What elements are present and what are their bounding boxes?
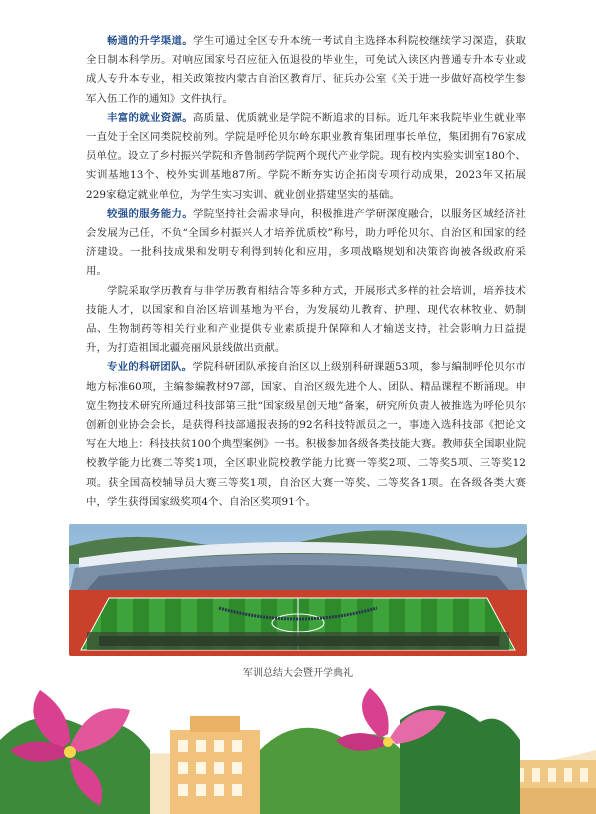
text-service: 学院坚持社会需求导向，积极推进产学研深度融合，以服务区域经济社会发展为己任，不负“全国乡村振兴人才培养优质校”称号，助力呼伦贝尔、自治区和国家的经济建设。一批科技成果和发明专利得到转化和应用，多项战略规划和决策咨询被各级政府采用。 xyxy=(86,207,526,278)
lead-service: 较强的服务能力。 xyxy=(107,207,193,220)
lead-employment: 丰富的就业资源。 xyxy=(107,111,193,124)
paragraph-training xyxy=(86,282,526,359)
lead-research: 专业的科研团队。 xyxy=(107,361,193,374)
text-admission: 学生可通过全区专升本统一考试自主选择本科院校继续学习深造，获取全日制本科学历。对响应国家号召应征入伍退役的毕业生，可免试入读区内普通专升本专业或成人专升本专业，相关政策按内蒙古自治区教育厅、征兵办公室《关于进一步做好高校学生参军入伍工作的通知》文件执行。 xyxy=(86,35,526,105)
paragraph-research xyxy=(86,358,526,512)
paragraph-service xyxy=(86,205,526,282)
building-left xyxy=(170,716,260,814)
lead-admission: 畅通的升学渠道。 xyxy=(107,35,193,47)
body-text xyxy=(86,32,526,512)
photo-caption: 军训总结大会暨开学典礼 xyxy=(243,668,353,679)
campus-flower-decoration xyxy=(0,680,596,814)
text-employment: 高质量、优质就业是学院不断追求的目标。近几年来我院毕业生就业率一直处于全区同类院校前列。学院是呼伦贝尔岭东职业教育集团理事长单位，集团拥有76家成员单位。设立了乡村振兴学院和齐鲁制药学院两个现代产业学院。现有校内实验实训室180个、实训基地13个、校外实训基地87所。学院不断夯实访企拓岗专项行动成果，2023年又拓展229家稳定就业单位，为学生实习实训、就业创业搭建坚实的基础。 xyxy=(86,111,526,201)
stadium-photo xyxy=(69,524,527,656)
paragraph-admission xyxy=(86,32,526,109)
paragraph-employment xyxy=(86,109,526,205)
text-research: 学院科研团队承接自治区以上级别科研课题53项，参与编制呼伦贝尔市地方标准60项，主编参编教材97部，国家、自治区级先进个人、团队、精品课程不断涌现。申宽生物技术研究所通过科技部第三批“国家级星创天地”备案，研究所负责人被推选为呼伦贝尔创新创业协会会长，是获得科技部通报表扬的92名科技特派员之一，事迹入选科技部《把论文写在大地上：科技扶贫100个典型案例》一书。积极参加各级各类技能大赛。教师获全国职业院校教学能力比赛二等奖1项，全区职业院校教学能力比赛一等奖2项、二等奖5项、三等奖12项。获全国高校辅导员大赛三等奖1项，自治区大赛一等奖、二等奖各1项。在各级各类大赛中，学生获得国家级奖项4个、自治区奖项91个。 xyxy=(86,361,526,508)
stadium-illustration xyxy=(69,524,527,656)
text-training: 学院采取学历教育与非学历教育相结合等多种方式，开展形式多样的社会培训，培养技术技能人才，以国家和自治区培训基地为平台，为发展幼儿教育、护理、现代农林牧业、奶制品、生物制药等相关行业和产业提供专业素质提升保障和人才输送支持，社会影响力日益提升，为打造祖国北疆亮丽风景线做出贡献。 xyxy=(86,284,526,355)
